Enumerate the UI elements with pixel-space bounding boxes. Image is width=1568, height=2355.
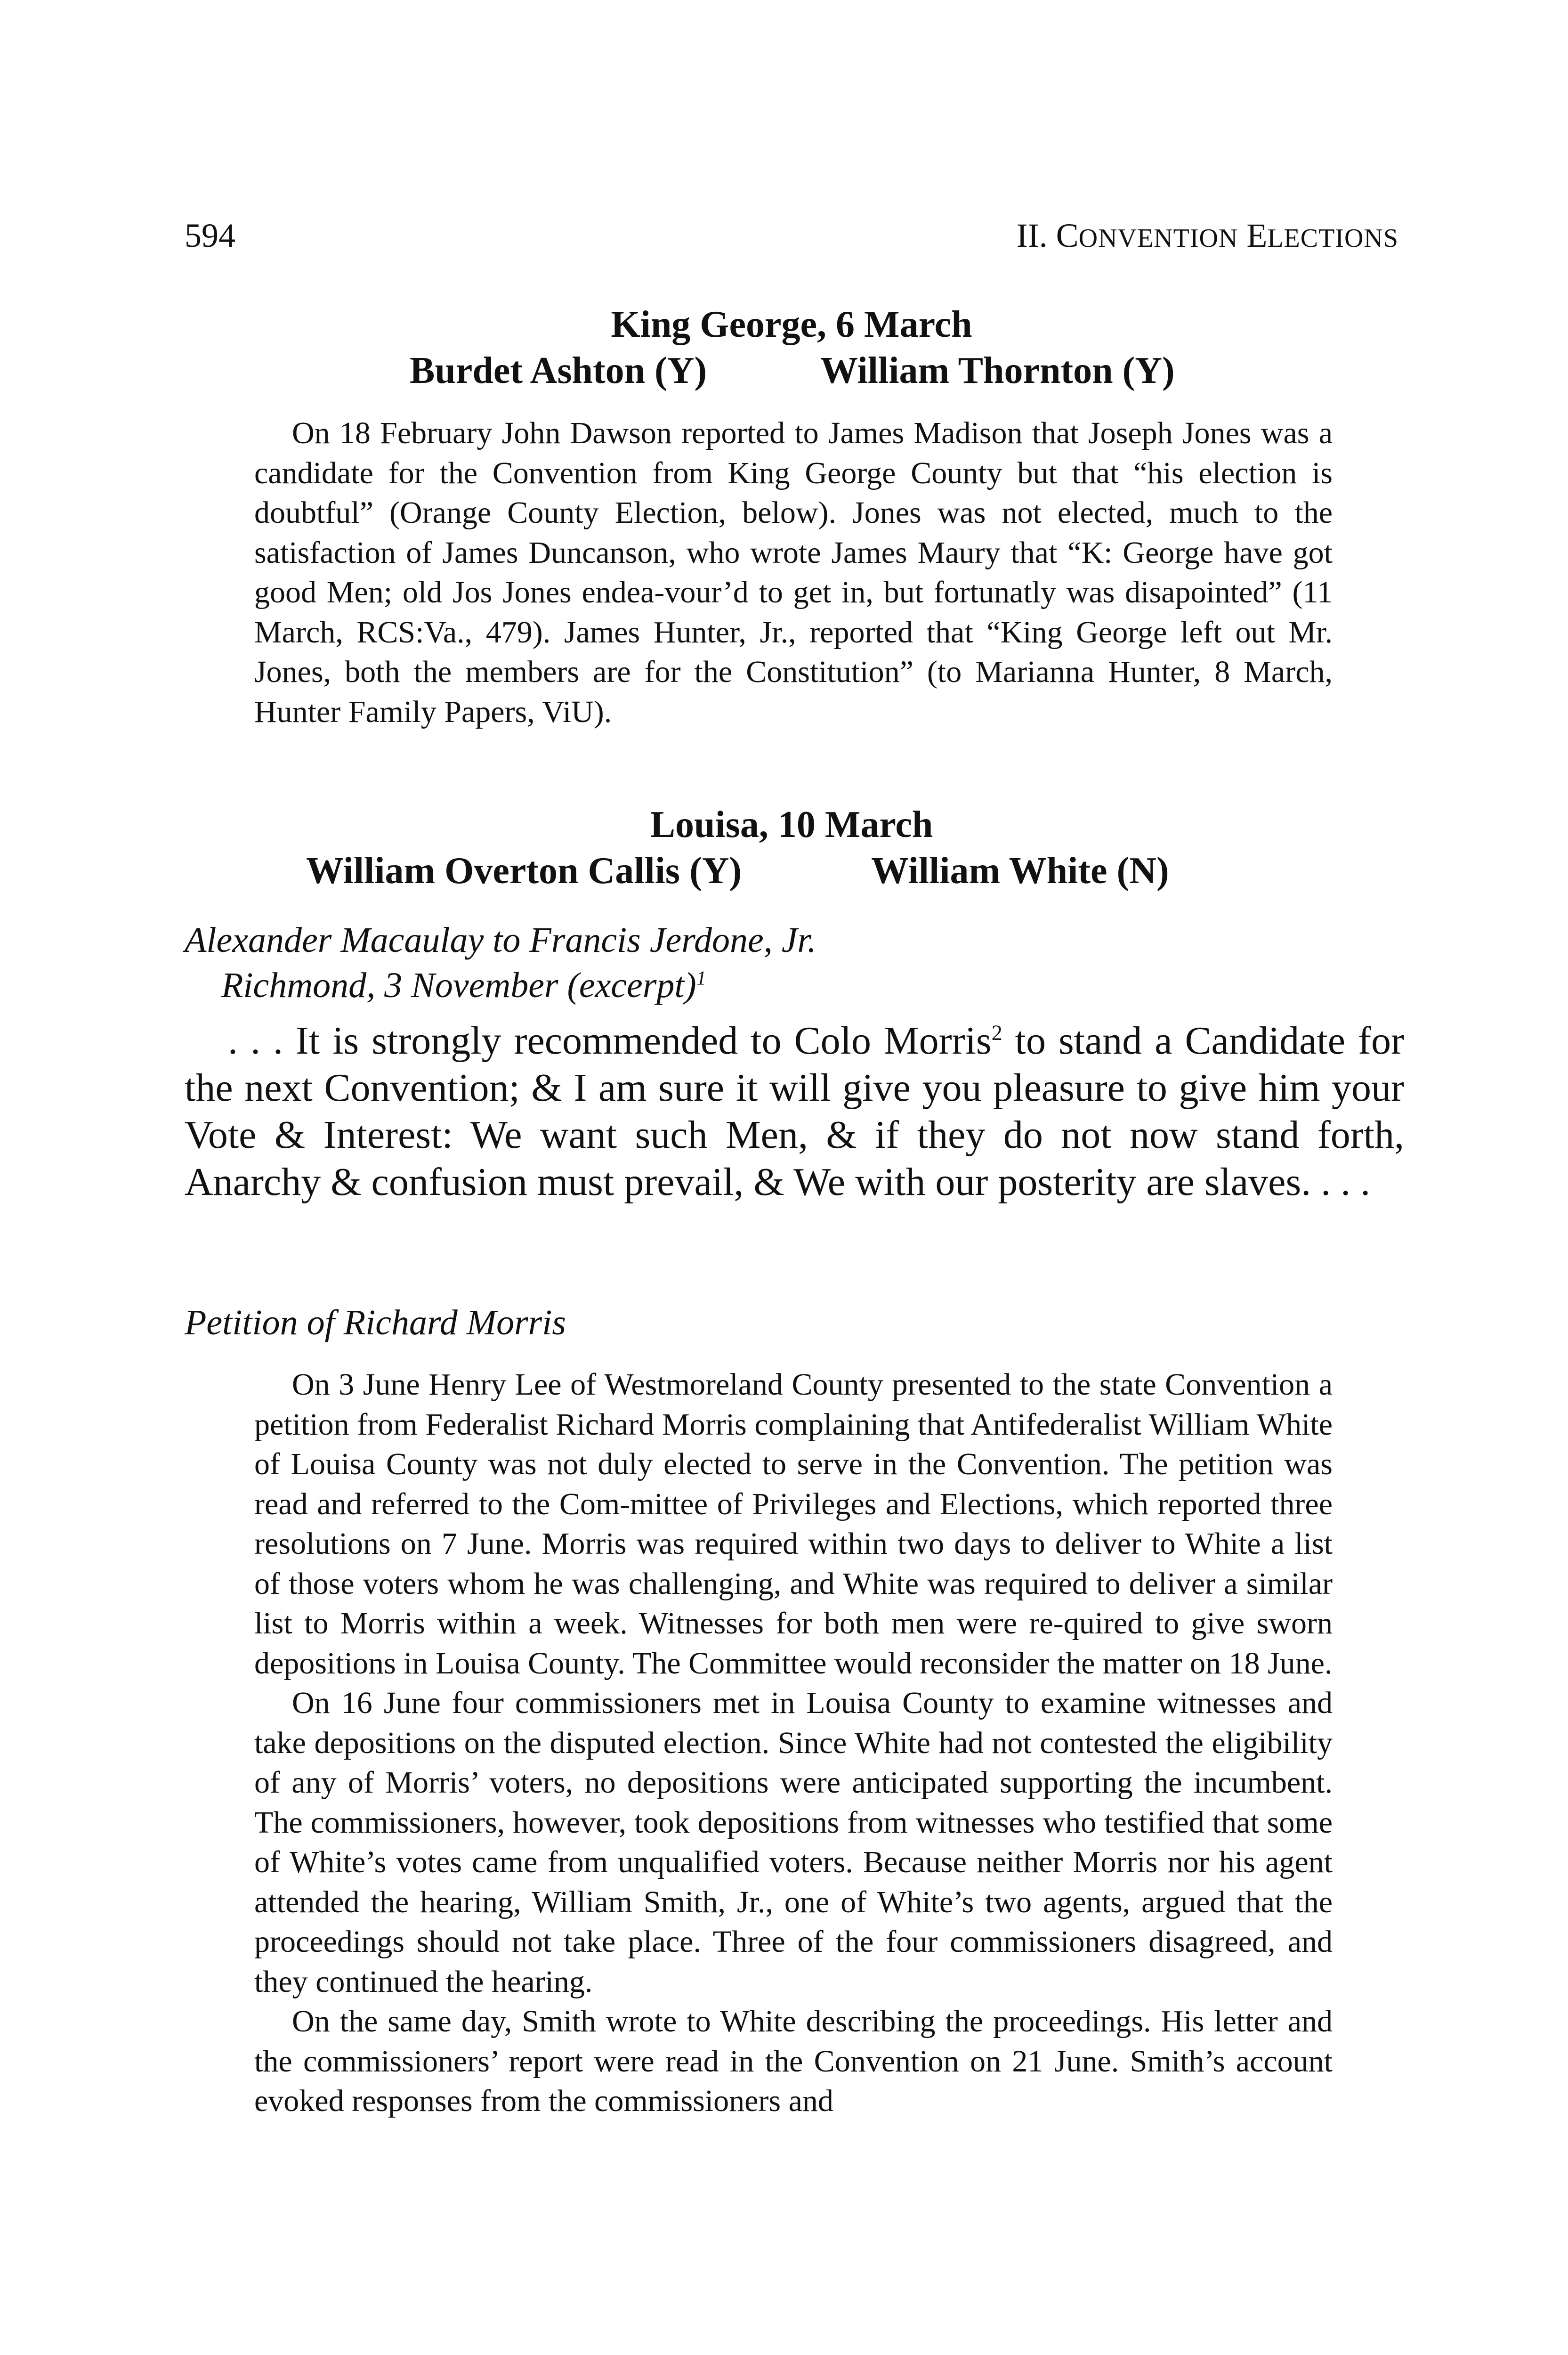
page-number: 594 bbox=[185, 217, 235, 254]
running-title: II. CONVENTION ELECTIONS bbox=[1016, 217, 1398, 254]
king-george-heading: King George, 6 March bbox=[611, 304, 972, 345]
note-ref-2: 2 bbox=[991, 1021, 1002, 1045]
king-george-delegate-1: Burdet Ashton (Y) bbox=[410, 350, 707, 391]
petition-title: Petition of Richard Morris bbox=[185, 1303, 566, 1342]
letter-dateline bbox=[221, 963, 706, 1008]
petition-body bbox=[254, 1365, 1333, 2121]
running-head bbox=[185, 214, 1398, 257]
louisa-heading: Louisa, 10 March bbox=[650, 804, 933, 845]
petition-paragraph: On the same day, Smith wrote to White describing the proceedings. His letter and the commissioners’ report were read in the Convention on 21 June. Smith’s account evoked responses from the commissioners and bbox=[254, 2004, 1333, 2118]
petition-paragraph: On 16 June four commissioners met in Louisa County to examine witnesses and take depositions on the disputed election. Since White had not contested the eligibility of any of Morris’ voters, no depositions were anticipated supporting the incumbent. The commissioners, however, took depositions from witnesses who testified that some of White’s votes came from unqualified voters. Because neither Morris nor his agent attended the hearing, William Smith, Jr., one of White’s two agents, argued that the proceedings should not take place. Three of the four commissioners disagreed, and they continued the hearing. bbox=[254, 1686, 1333, 1999]
king-george-delegate-2: William Thornton (Y) bbox=[820, 350, 1175, 391]
king-george-paragraph bbox=[254, 414, 1333, 732]
letter-title: Alexander Macaulay to Francis Jerdone, Jr. bbox=[185, 920, 816, 960]
letter-excerpt bbox=[185, 1017, 1404, 1206]
petition-paragraph: On 3 June Henry Lee of Westmoreland County presented to the state Convention a petition from Federalist Richard Morris complaining that Antifederalist William White of Louisa County was not duly elected to serve in the Convention. The petition was read and referred to the Com-mittee of Privileges and Elections, which reported three resolutions on 7 June. Morris was required within two days to deliver to White a list of those voters whom he was challenging, and White was required to deliver a similar list to Morris within a week. Witnesses for both men were re-quired to give sworn depositions in Louisa County. The Committee would reconsider the matter on 18 June. bbox=[254, 1367, 1333, 1681]
louisa-delegate-2: William White (N) bbox=[871, 850, 1169, 892]
excerpt-part-1: . . . It is strongly recommended to Colo Morris bbox=[228, 1019, 992, 1063]
note-ref-1: 1 bbox=[696, 967, 706, 990]
excerpt-part-2: to stand a Candidate for the next Convention; & I am sure it will give you pleasure to give him your Vote & Interest: We want such Men, & if they do not now stand forth, Anarchy & confusion must prevail, & We with our posterity are slaves. . . . bbox=[185, 1019, 1404, 1204]
louisa-delegate-1: William Overton Callis (Y) bbox=[306, 850, 742, 892]
letter-dateline-text: Richmond, 3 November (excerpt) bbox=[221, 966, 696, 1005]
king-george-text: On 18 February John Dawson reported to James Madison that Joseph Jones was a candidate for the Convention from King George County but that “his election is doubtful” (Orange County Election, below). Jones was not elected, much to the satisfaction of James Duncanson, who wrote James Maury that “K: George have got good Men; old Jos Jones endea-vour’d to get in, but fortunatly was disapointed” (11 March, RCS:Va., 479). James Hunter, Jr., reported that “King George left out Mr. Jones, both the members are for the Constitution” (to Marianna Hunter, 8 March, Hunter Family Papers, ViU). bbox=[254, 416, 1333, 729]
